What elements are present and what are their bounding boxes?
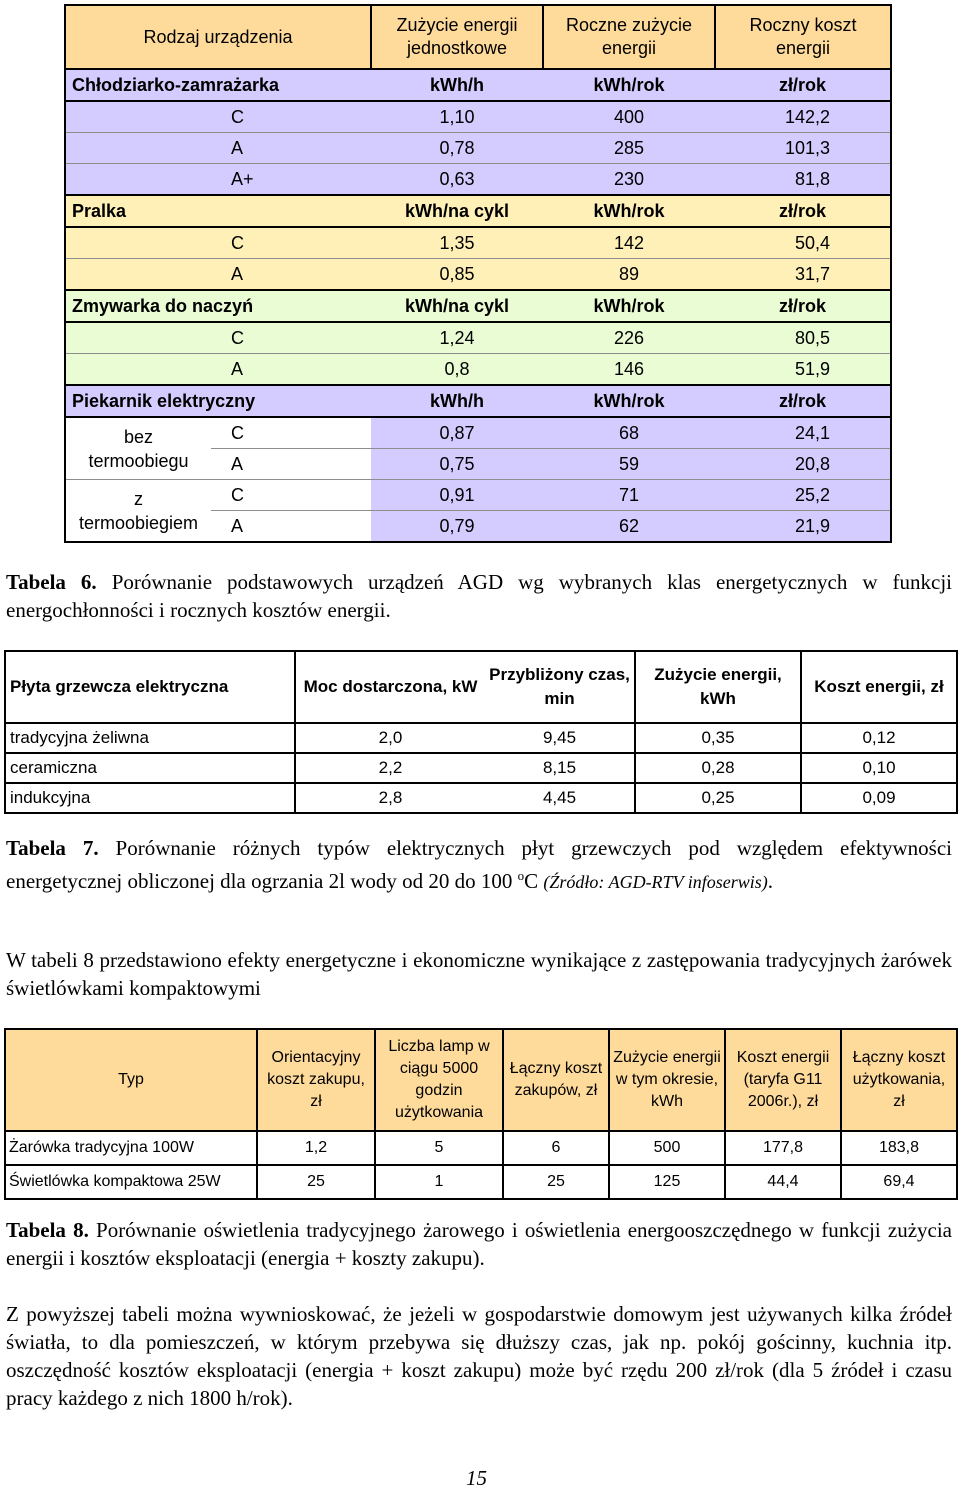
caption-table-6 <box>6 568 952 624</box>
degree-sup: o <box>517 868 525 883</box>
table-cell: 6 <box>503 1131 609 1165</box>
table-cell: 21,9 <box>715 511 891 543</box>
energy-class: C <box>211 417 371 449</box>
energy-class: A <box>211 133 371 164</box>
header-cell: Rodzaj urządzenia <box>65 5 371 69</box>
table-cell: 31,7 <box>715 259 891 291</box>
table-row <box>65 133 891 164</box>
table-row <box>65 164 891 196</box>
unit-cell: zł/rok <box>715 195 891 227</box>
table-cell: 8,15 <box>485 753 635 783</box>
category-name: Pralka <box>65 195 371 227</box>
table-cell: 20,8 <box>715 449 891 480</box>
unit-cell: kWh/h <box>371 385 543 417</box>
table-row <box>65 354 891 386</box>
category-name: Piekarnik elektryczny <box>65 385 371 417</box>
table-cell: 9,45 <box>485 723 635 753</box>
table-cell: 0,91 <box>371 480 543 511</box>
table-cell: 125 <box>609 1165 725 1199</box>
table-cell: 4,45 <box>485 783 635 813</box>
caption-text: Porównanie oświetlenia tradycyjnego żarowego i oświetlenia energooszczędnego w funkcji zużycia energii i kosztów eksploatacji (energia + koszty zakupu). <box>6 1218 953 1270</box>
caption-label: Tabela 8. <box>6 1218 89 1242</box>
table-6-appliances <box>64 4 892 543</box>
category-row <box>65 195 891 227</box>
header-cell: Roczne zużycie energii <box>543 5 715 69</box>
table-row <box>65 322 891 354</box>
subgroup-label: bez termoobiegu <box>65 417 211 480</box>
table-cell: 25 <box>257 1165 375 1199</box>
header-cell: Moc dostarczona, kW <box>295 651 485 723</box>
header-cell: Łączny koszt zakupów, zł <box>503 1029 609 1131</box>
header-cell: Orientacyjny koszt zakupu, zł <box>257 1029 375 1131</box>
table-cell: 51,9 <box>715 354 891 386</box>
table-cell: 0,63 <box>371 164 543 196</box>
table-cell: 62 <box>543 511 715 543</box>
table-row <box>65 259 891 291</box>
table-cell: 142 <box>543 227 715 259</box>
caption-label: Tabela 6. <box>6 570 97 594</box>
header-cell: Typ <box>5 1029 257 1131</box>
table-cell: 89 <box>543 259 715 291</box>
header-cell: Zużycie energii, kWh <box>635 651 801 723</box>
table-cell: Żarówka tradycyjna 100W <box>5 1131 257 1165</box>
energy-class: A <box>211 511 371 543</box>
table-cell: 146 <box>543 354 715 386</box>
unit-cell: kWh/rok <box>543 69 715 101</box>
table-cell: 500 <box>609 1131 725 1165</box>
caption-end: . <box>767 869 773 893</box>
table-cell: 5 <box>375 1131 503 1165</box>
table-cell: 285 <box>543 133 715 164</box>
unit-cell: zł/rok <box>715 69 891 101</box>
table-cell: 2,2 <box>295 753 485 783</box>
header-cell: Koszt energii, zł <box>801 651 957 723</box>
table-cell: 68 <box>543 417 715 449</box>
energy-class: A <box>211 449 371 480</box>
table-cell: 226 <box>543 322 715 354</box>
table-cell: 25 <box>503 1165 609 1199</box>
table-row <box>65 417 891 449</box>
table-cell: Świetlówka kompaktowa 25W <box>5 1165 257 1199</box>
caption-text: Porównanie różnych typów elektrycznych płyt grzewczych pod względem efektywności energetycznej obliczonej dla ogrzania 2l wody od 20 do 100 <box>6 836 952 893</box>
unit-cell: zł/rok <box>715 385 891 417</box>
energy-class: C <box>211 227 371 259</box>
table-cell: 59 <box>543 449 715 480</box>
subgroup-label: z termoobiegiem <box>65 480 211 543</box>
category-row <box>65 290 891 322</box>
table-row <box>5 1131 957 1165</box>
table-cell: 0,25 <box>635 783 801 813</box>
header-cell: Płyta grzewcza elektryczna <box>5 651 295 723</box>
paragraph-intro-table-8: W tabeli 8 przedstawiono efekty energetyczne i ekonomiczne wynikające z zastępowania tradycyjnych żarówek świetlówkami kompaktowymi <box>6 948 952 1000</box>
unit-cell: kWh/h <box>371 69 543 101</box>
table-cell: 0,09 <box>801 783 957 813</box>
table-row <box>5 723 957 753</box>
unit-cell: kWh/rok <box>543 195 715 227</box>
table-cell: 0,28 <box>635 753 801 783</box>
header-cell: Zużycie energii jednostkowe <box>371 5 543 69</box>
table-header-row <box>5 1029 957 1131</box>
energy-class: A <box>211 354 371 386</box>
table-row <box>65 480 891 511</box>
table-cell: 2,8 <box>295 783 485 813</box>
table-cell: 101,3 <box>715 133 891 164</box>
table-cell: 69,4 <box>841 1165 957 1199</box>
table-cell: 44,4 <box>725 1165 841 1199</box>
header-cell: Zużycie energii w tym okresie, kWh <box>609 1029 725 1131</box>
unit-cell: kWh/na cykl <box>371 290 543 322</box>
header-cell: Łączny koszt użytkowania, zł <box>841 1029 957 1131</box>
table-cell: 71 <box>543 480 715 511</box>
table-cell: 1,10 <box>371 101 543 133</box>
energy-class: C <box>211 101 371 133</box>
unit-cell: kWh/rok <box>543 290 715 322</box>
table-cell: 230 <box>543 164 715 196</box>
table-cell: 80,5 <box>715 322 891 354</box>
table-cell: 1,24 <box>371 322 543 354</box>
caption-source: (Źródło: AGD-RTV infoserwis) <box>543 872 768 892</box>
table-cell: 0,8 <box>371 354 543 386</box>
energy-class: A+ <box>211 164 371 196</box>
table-cell: 25,2 <box>715 480 891 511</box>
page-number: 15 <box>466 1466 487 1490</box>
unit-cell: zł/rok <box>715 290 891 322</box>
table-cell: 0,12 <box>801 723 957 753</box>
table-cell: 142,2 <box>715 101 891 133</box>
table-header-row <box>65 5 891 69</box>
table-row <box>5 783 957 813</box>
table-row <box>65 227 891 259</box>
unit-cell: kWh/rok <box>543 385 715 417</box>
table-cell: 400 <box>543 101 715 133</box>
table-cell: 183,8 <box>841 1131 957 1165</box>
table-cell: 0,79 <box>371 511 543 543</box>
table-row <box>5 1165 957 1199</box>
table-cell: 177,8 <box>725 1131 841 1165</box>
table-cell: 81,8 <box>715 164 891 196</box>
table-cell: 24,1 <box>715 417 891 449</box>
table-cell: 50,4 <box>715 227 891 259</box>
energy-class: C <box>211 322 371 354</box>
category-name: Chłodziarko-zamrażarka <box>65 69 371 101</box>
table-cell: 0,87 <box>371 417 543 449</box>
table-row <box>65 101 891 133</box>
table-7-cooktops <box>4 650 958 814</box>
table-cell: indukcyjna <box>5 783 295 813</box>
energy-class: A <box>211 259 371 291</box>
caption-table-7 <box>6 834 952 896</box>
header-cell: Przybliżony czas, min <box>485 651 635 723</box>
table-cell: 0,78 <box>371 133 543 164</box>
category-row <box>65 385 891 417</box>
table-cell: 2,0 <box>295 723 485 753</box>
table-cell: 1,35 <box>371 227 543 259</box>
energy-class: C <box>211 480 371 511</box>
table-cell: 0,75 <box>371 449 543 480</box>
caption-text: Porównanie podstawowych urządzeń AGD wg wybranych klas energetycznych w funkcji energochłonności i rocznych kosztów energii. <box>6 570 952 622</box>
table-header-row <box>5 651 957 723</box>
category-row <box>65 69 891 101</box>
caption-table-8 <box>6 1216 952 1272</box>
header-cell: Roczny koszt energii <box>715 5 891 69</box>
table-cell: 0,10 <box>801 753 957 783</box>
table-cell: 1 <box>375 1165 503 1199</box>
table-cell: 0,35 <box>635 723 801 753</box>
table-cell: 1,2 <box>257 1131 375 1165</box>
table-cell: 0,85 <box>371 259 543 291</box>
paragraph-conclusion: Z powyższej tabeli można wywnioskować, że jeżeli w gospodarstwie domowym jest używanych kilka źródeł światła, to dla pomieszczeń, w którym przebywa się dłuższy czas, jak np. pokój gościnny, kuchnia itp. oszczędność kosztów eksploatacji (energia + koszt zakupu) może być rzędu 200 zł/rok (dla 5 źródeł i czasu pracy każdego z nich 1800 h/rok). <box>6 1302 952 1410</box>
header-cell: Liczba lamp w ciągu 5000 godzin użytkowania <box>375 1029 503 1131</box>
table-row <box>5 753 957 783</box>
header-cell: Koszt energii (taryfa G11 2006r.), zł <box>725 1029 841 1131</box>
table-cell: tradycyjna żeliwna <box>5 723 295 753</box>
caption-unit: C <box>524 869 544 893</box>
caption-label: Tabela 7. <box>6 836 99 860</box>
table-8-lighting <box>4 1028 958 1200</box>
unit-cell: kWh/na cykl <box>371 195 543 227</box>
table-cell: ceramiczna <box>5 753 295 783</box>
category-name: Zmywarka do naczyń <box>65 290 371 322</box>
